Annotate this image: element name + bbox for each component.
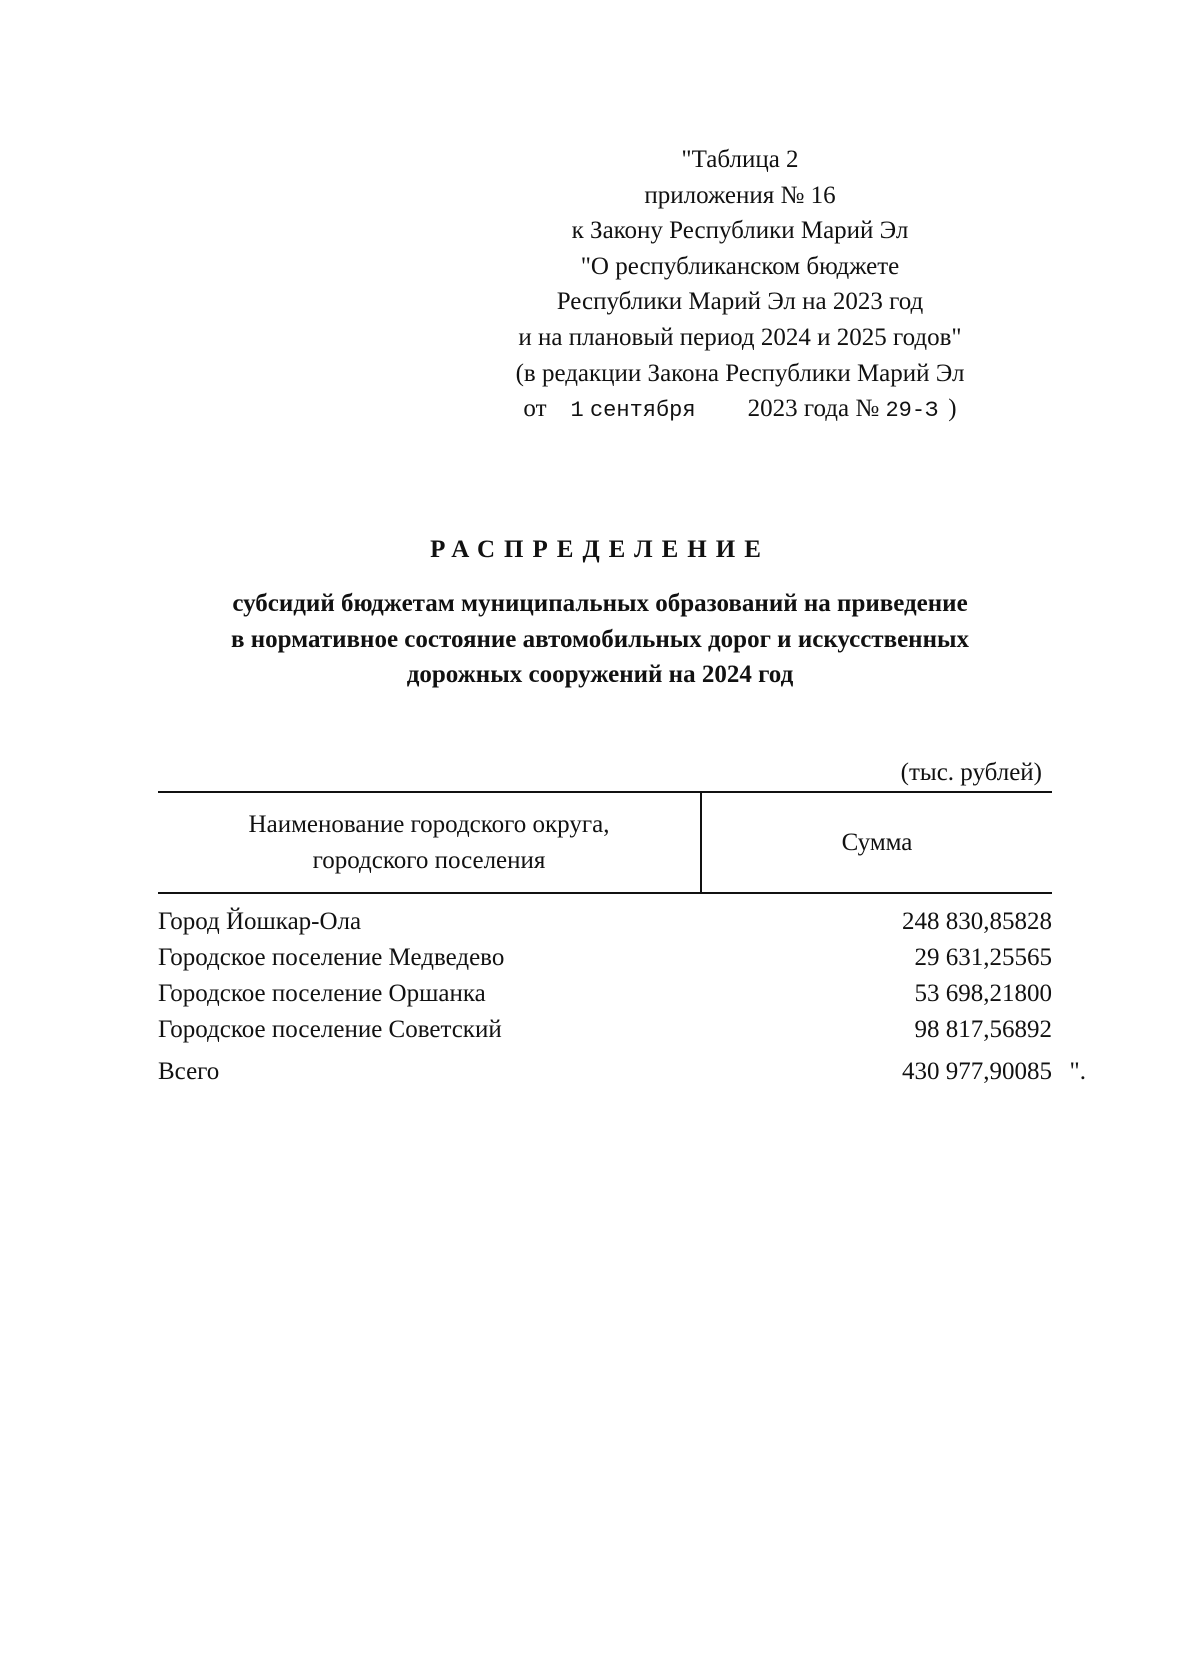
table-header — [158, 791, 1052, 894]
document-title: РАСПРЕДЕЛЕНИЕ — [430, 536, 770, 563]
date-year: 2023 года № — [747, 395, 880, 423]
total-amount: 430 977,90085 — [902, 1058, 1052, 1085]
header-line: и на плановый период 2024 и 2025 годов" — [518, 323, 962, 351]
header-line: (в редакции Закона Республики Марий Эл — [515, 359, 965, 387]
amendment-date-line — [470, 391, 1010, 429]
date-suffix: ) — [948, 395, 957, 423]
subtitle-line: дорожных сооружений на 2024 год — [406, 661, 794, 688]
total-row — [158, 1054, 1086, 1090]
header-line: "Таблица 2 — [681, 146, 799, 173]
distribution-table — [158, 791, 1086, 1090]
closing-quote-mark: ". — [1069, 1058, 1086, 1085]
date-month: сентября — [589, 398, 696, 424]
municipality-name: Город Йошкар-Ола — [158, 908, 362, 935]
table-row — [158, 904, 1052, 940]
header-line: к Закону Республики Марий Эл — [571, 217, 909, 245]
table-row — [158, 1012, 1052, 1048]
header-line: "О республиканском бюджете — [580, 252, 900, 280]
table-row — [158, 976, 1052, 1012]
subsidy-amount: 29 631,25565 — [914, 944, 1052, 971]
column-header-sum: Сумма — [841, 828, 913, 856]
subtitle-line: субсидий бюджетам муниципальных образований на приведение — [232, 590, 968, 617]
municipality-name: Городское поселение Советский — [158, 1016, 502, 1043]
column-header-name — [158, 793, 702, 892]
total-label: Всего — [158, 1058, 220, 1085]
subtitle-line: в нормативное состояние автомобильных дорог и искусственных — [230, 625, 970, 653]
subsidy-amount: 98 817,56892 — [914, 1016, 1052, 1043]
column-header-name-line: городского поселения — [312, 846, 546, 874]
municipality-name: Городское поселение Оршанка — [158, 980, 486, 1007]
header-line: Республики Марий Эл на 2023 год — [556, 288, 924, 316]
column-header-name-line: Наименование городского округа, — [248, 810, 610, 838]
subsidy-amount: 248 830,85828 — [902, 908, 1052, 935]
table-row — [158, 940, 1052, 976]
document-subtitle — [180, 586, 1020, 693]
date-prefix: от — [523, 395, 547, 423]
annex-header — [470, 142, 1010, 429]
table-body — [158, 894, 1086, 1090]
municipality-name: Городское поселение Медведево — [158, 944, 505, 971]
date-day: 1 — [570, 398, 584, 424]
units-label: (тыс. рублей) — [900, 759, 1042, 786]
subsidy-amount: 53 698,21800 — [914, 980, 1052, 1007]
header-line: приложения № 16 — [644, 181, 836, 209]
law-number: 29-З — [885, 398, 939, 424]
